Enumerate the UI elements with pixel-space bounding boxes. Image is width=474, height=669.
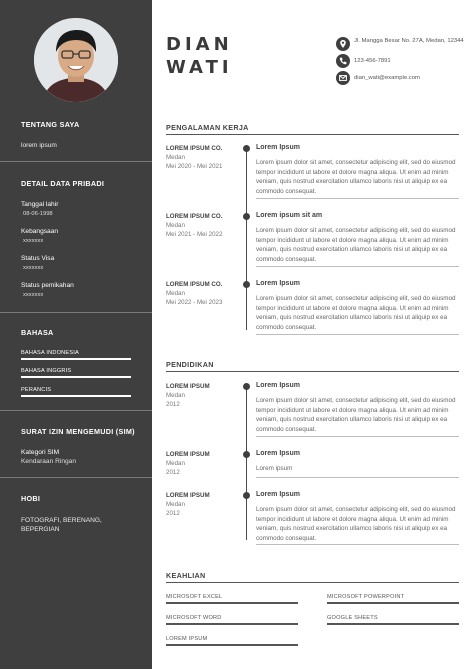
experience-title: Lorem ipsum sit am — [256, 212, 323, 219]
education-heading: PENDIDIKAN — [166, 360, 214, 369]
education-title: Lorem Ipsum — [256, 450, 300, 457]
entry-rule — [256, 334, 459, 335]
experience-period: Mei 2021 - Mei 2022 — [166, 231, 223, 238]
experience-title: Lorem Ipsum — [256, 280, 300, 287]
section-rule — [166, 371, 459, 372]
language-level-bar — [21, 358, 131, 360]
about-heading: TENTANG SAYA — [21, 120, 80, 129]
personal-label-marital: Status pemikahan — [21, 282, 74, 289]
education-description: Lorem ipsum dolor sit amet, consectetur adipiscing elit, sed do eiusmod tempor incididunt ut labore et dolore magna aliqua. Ut enim ad minim veniam, quis nostrud exercitation ullamco laboris nisi ut aliquip ex ea commodo consequat. — [256, 397, 456, 433]
experience-company: LOREM IPSUM CO. — [166, 281, 223, 288]
entry-rule — [256, 544, 459, 545]
skill-name: MICROSOFT POWERPOINT — [327, 594, 405, 600]
entry-rule — [256, 436, 459, 437]
education-school: LOREM IPSUM — [166, 451, 210, 458]
license-heading: SURAT IZIN MENGEMUDI (SIM) — [21, 427, 135, 436]
skill-level-bar — [327, 623, 459, 625]
experience-period: Mei 2020 - Mei 2021 — [166, 163, 223, 170]
education-city: Medan — [166, 460, 185, 467]
section-rule — [166, 134, 459, 135]
experience-description: Lorem ipsum dolor sit amet, consectetur adipiscing elit, sed do eiusmod tempor incididunt ut labore et dolore magna aliqua. Ut enim ad minim veniam, quis nostrud exercitation ullamco laboris nisi ut aliquip ex ea commodo consequat. — [256, 159, 456, 195]
experience-timeline — [246, 145, 247, 330]
language-level-bar — [21, 395, 131, 397]
personal-heading: DETAIL DATA PRIBADI — [21, 179, 105, 188]
skill-level-bar — [166, 644, 298, 646]
personal-value-nationality: xxxxxxx — [23, 238, 44, 244]
personal-value-visa: xxxxxxx — [23, 265, 44, 271]
experience-company: LOREM IPSUM CO. — [166, 145, 223, 152]
email-icon — [336, 71, 350, 85]
personal-label-visa: Status Visa — [21, 255, 55, 262]
about-text: lorem ipsum — [21, 142, 57, 149]
section-rule — [166, 582, 459, 583]
hobbies-line-2: BEPERGIAN — [21, 526, 60, 533]
experience-title: Lorem Ipsum — [256, 144, 300, 151]
skill-level-bar — [327, 602, 459, 604]
hobbies-line-1: FOTOGRAFI, BERENANG, — [21, 517, 102, 524]
education-title: Lorem Ipsum — [256, 382, 300, 389]
experience-description: Lorem ipsum dolor sit amet, consectetur adipiscing elit, sed do eiusmod tempor incididunt ut labore et dolore magna aliqua. Ut enim ad minim veniam, quis nostrud exercitation ullamco laboris nisi ut aliquip ex ea commodo consequat. — [256, 227, 456, 263]
experience-city: Medan — [166, 154, 185, 161]
education-title: Lorem Ipsum — [256, 491, 300, 498]
skill-level-bar — [166, 623, 298, 625]
entry-rule — [256, 198, 459, 199]
experience-city: Medan — [166, 222, 185, 229]
education-school: LOREM IPSUM — [166, 383, 210, 390]
timeline-dot — [243, 145, 250, 152]
sidebar-divider — [0, 312, 152, 313]
contact-phone: 123-456-7891 — [354, 58, 391, 64]
skills-heading: KEAHLIAN — [166, 571, 206, 580]
skill-name: MICROSOFT WORD — [166, 615, 222, 621]
experience-heading: PENGALAMAN KERJA — [166, 123, 249, 132]
language-level-bar — [21, 376, 131, 378]
language-name: BAHASA INGGRIS — [21, 368, 72, 374]
education-city: Medan — [166, 392, 185, 399]
timeline-dot — [243, 281, 250, 288]
experience-city: Medan — [166, 290, 185, 297]
education-school: LOREM IPSUM — [166, 492, 210, 499]
hobbies-heading: HOBI — [21, 494, 41, 503]
experience-company: LOREM IPSUM CO. — [166, 213, 223, 220]
education-description: Lorem ipsum dolor sit amet, consectetur adipiscing elit, sed do eiusmod tempor incididunt ut labore et dolore magna aliqua. Ut enim ad minim veniam, quis nostrud exercitation ullamco laboris nisi ut aliquip ex ea commodo consequat. — [256, 506, 456, 542]
entry-rule — [256, 266, 459, 267]
experience-period: Mei 2022 - Mei 2023 — [166, 299, 223, 306]
language-name: BAHASA INDONESIA — [21, 350, 79, 356]
license-label: Kategori SIM — [21, 449, 60, 456]
profile-photo — [34, 18, 118, 102]
timeline-dot — [243, 383, 250, 390]
name-last: WATI — [166, 57, 233, 78]
skill-name: LOREM IPSUM — [166, 636, 208, 642]
personal-label-nationality: Kebangsaan — [21, 228, 59, 235]
skill-name: MICROSOFT EXCEL — [166, 594, 223, 600]
sidebar-divider — [0, 477, 152, 478]
education-year: 2012 — [166, 510, 180, 517]
phone-icon — [336, 54, 350, 68]
timeline-dot — [243, 451, 250, 458]
language-heading: BAHASA — [21, 328, 54, 337]
education-year: 2012 — [166, 469, 180, 476]
contact-address: Jl. Mangga Besar No. 27A, Medan, 12344 — [354, 38, 464, 44]
location-pin-icon — [336, 37, 350, 51]
name-first: DIAN — [166, 34, 233, 55]
timeline-dot — [243, 492, 250, 499]
personal-value-marital: xxxxxxx — [23, 292, 44, 298]
personal-value-dob: 08-06-1998 — [23, 211, 53, 217]
education-year: 2012 — [166, 401, 180, 408]
sidebar-divider — [0, 161, 152, 162]
skill-level-bar — [166, 602, 298, 604]
personal-label-dob: Tanggal lahir — [21, 201, 59, 208]
entry-rule — [256, 477, 459, 478]
contact-email: dian_wati@example.com — [354, 75, 420, 81]
education-timeline — [246, 383, 247, 540]
timeline-dot — [243, 213, 250, 220]
language-name: PERANCIS — [21, 387, 52, 393]
sidebar — [0, 0, 152, 669]
sidebar-divider — [0, 410, 152, 411]
skill-name: GOOGLE SHEETS — [327, 615, 378, 621]
education-description: Lorem ipsum — [256, 465, 293, 472]
education-city: Medan — [166, 501, 185, 508]
license-value: Kendaraan Ringan — [21, 458, 76, 465]
experience-description: Lorem ipsum dolor sit amet, consectetur adipiscing elit, sed do eiusmod tempor incididunt ut labore et dolore magna aliqua. Ut enim ad minim veniam, quis nostrud exercitation ullamco laboris nisi ut aliquip ex ea commodo consequat. — [256, 295, 456, 331]
